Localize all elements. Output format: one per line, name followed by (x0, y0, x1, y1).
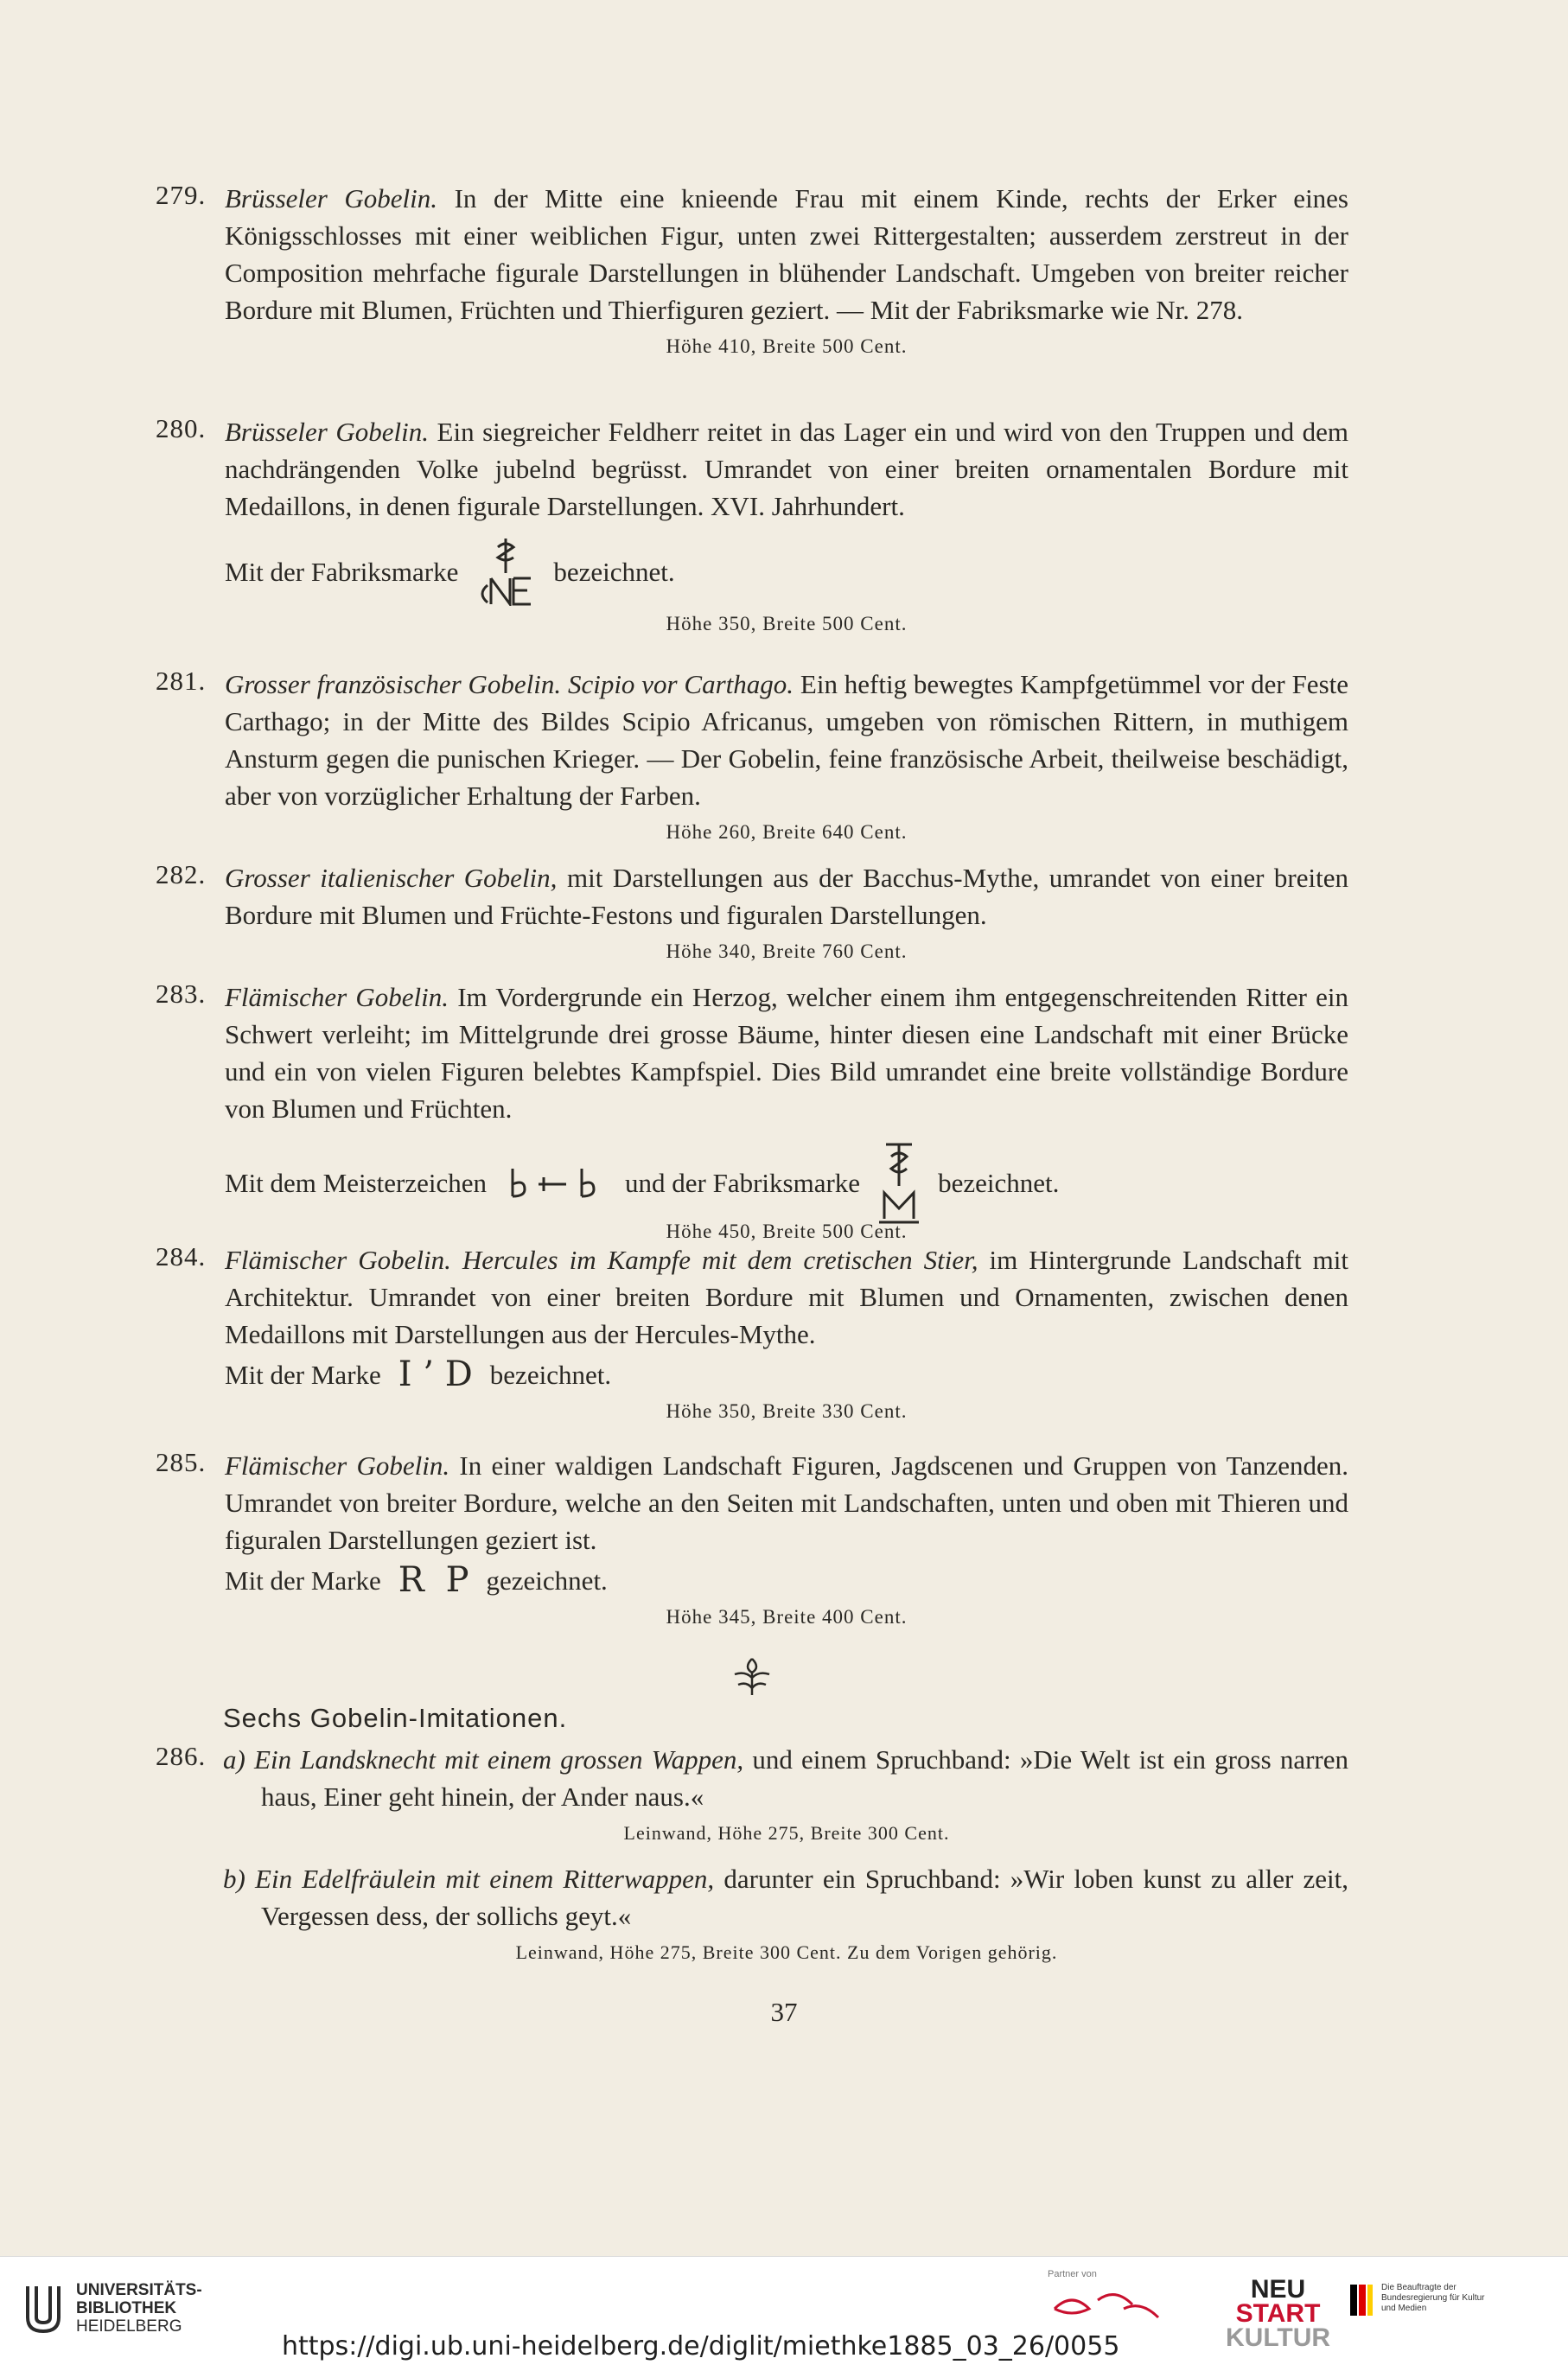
document-url[interactable]: https://digi.ub.uni-heidelberg.de/diglit/miethke1885_03_26/0055 (282, 2331, 1120, 2361)
entry-description: In der Mitte eine knieende Frau mit einem Kinde, rechts der Erker eines Königsschlosses mit einer weiblichen Figur, unten zwei Rittergestalten; ausserdem zerstreut in der Composition mehrfache figurale Darstellungen in blühender Landschaft. Umgeben von breiter reicher Bordure mit Blumen, Früchten und Thierfiguren geziert. — Mit der Fabriksmarke wie Nr. 278. (225, 183, 1348, 325)
mark-line (225, 1356, 1348, 1393)
viewer-footer (0, 2256, 1568, 2371)
entry-title: Grosser italienischer Gobelin, (225, 863, 558, 893)
catalog-entry-279 (156, 180, 1348, 361)
mark-line (225, 537, 1348, 606)
mark-suffix: bezeichnet. (553, 556, 675, 587)
catalog-entry-282 (156, 859, 1348, 966)
entry-text (225, 1241, 1348, 1353)
mark-sign: R P (398, 1560, 469, 1600)
entry-description: Ein heftig bewegtes Kampfgetümmel vor der Feste Carthago; in der Mitte des Bildes Scipio Africanus, umgeben von römischen Rittern, in muthigem Ansturm gegen die punischen Krieger. — Der Gobelin, feine französische Arbeit, theilweise beschädigt, aber von vorzüglicher Erhaltung der Farben. (225, 669, 1349, 811)
entry-title: Grosser französischer Gobelin. Scipio vor Carthago. (225, 669, 794, 699)
entry-number: 283. (156, 978, 207, 1009)
mark-suffix: bezeichnet. (489, 1360, 612, 1390)
entry-dimensions: Höhe 340, Breite 760 Cent. (666, 940, 908, 962)
entry-title: Flämischer Gobelin. (225, 982, 449, 1012)
mark-prefix: Mit dem Meisterzeichen (225, 1167, 488, 1198)
entry-dimensions: Höhe 345, Breite 400 Cent. (666, 1606, 908, 1628)
item-label: a) (223, 1744, 245, 1775)
entry-title: Ein Edelfräulein mit einem Ritterwappen, (255, 1864, 715, 1894)
entry-text (225, 180, 1348, 328)
entry-dimensions: Höhe 450, Breite 500 Cent. (666, 1221, 908, 1242)
mark-line (225, 1562, 1348, 1599)
library-name-line3: HEIDELBERG (76, 2317, 182, 2336)
entry-number: 284. (156, 1241, 207, 1272)
entry-dimensions: Höhe 410, Breite 500 Cent. (666, 335, 908, 357)
entry-description: Ein siegreicher Feldherr reitet in das Lager ein und wird von den Truppen und dem nachdrängenden Volke jubelnd begrüsst. Umrandet von einer breiten ornamentalen Bordure mit Medaillons, in denen figurale Darstellungen. XVI. Jahrhundert. (225, 417, 1349, 521)
neustart-logo[interactable] (1226, 2275, 1331, 2352)
catalog-entry-285 (156, 1447, 1348, 1632)
partner-label: Partner von (1048, 2269, 1097, 2279)
federal-eagle-icon (1348, 2283, 1374, 2317)
library-logo-icon (22, 2283, 64, 2335)
entry-title: Flämischer Gobelin. (225, 1450, 450, 1481)
entry-text-b (223, 1860, 1348, 1934)
entry-text (225, 666, 1348, 814)
entry-text (225, 1447, 1348, 1558)
entry-description: darunter ein Spruchband: »Wir loben kunst zu aller zeit, Vergessen dess, der sollichs geyt.« (261, 1864, 1349, 1931)
catalog-entry-284 (156, 1241, 1348, 1426)
entry-text-a (223, 1741, 1348, 1815)
entry-number: 282. (156, 859, 207, 889)
entry-title: Ein Landsknecht mit einem grossen Wappen, (254, 1744, 744, 1775)
mark-middle: und der Fabriksmarke (625, 1167, 861, 1198)
library-name-line1: UNIVERSITÄTS- (76, 2281, 202, 2299)
catalog-entry-283 (156, 978, 1348, 1246)
entry-title: Brüsseler Gobelin. (225, 183, 438, 214)
neu-text: NEU (1250, 2275, 1306, 2304)
entry-description: im Hintergrunde Landschaft mit Architektur. Umrandet von einer breiten Bordure mit Blumen und Ornamenten, zwischen denen Medaillons mit Darstellungen aus der Hercules-Mythe. (225, 1245, 1349, 1349)
entry-title: Flämischer Gobelin. Hercules im Kampfe mit dem cretischen Stier, (225, 1245, 978, 1275)
entry-description: mit Darstellungen aus der Bacchus-Mythe, umrandet von einer breiten Bordure mit Blumen und Früchte-Festons und figuralen Darstellungen. (225, 863, 1349, 930)
entry-text (225, 978, 1348, 1127)
catalog-entry-286 (156, 1741, 1348, 1967)
mark-suffix: gezeichnet. (486, 1565, 608, 1596)
entry-text (225, 859, 1348, 934)
page-number: 37 (770, 1997, 798, 2027)
entry-number: 279. (156, 180, 207, 210)
mark-prefix: Mit der Marke (225, 1360, 381, 1390)
mark-prefix: Mit der Fabriksmarke (225, 556, 459, 587)
entry-number: 286. (156, 1741, 207, 1771)
entry-description: Im Vordergrunde ein Herzog, welcher einem ihm entgegenschreitenden Ritter ein Schwert verleiht; im Mittelgrunde drei grosse Bäume, hinter diesen eine Landschaft mit einer Brücke und ein von vielen Figuren belebtes Kampfspiel. Dies Bild umrandet eine breite vollständige Bordure von Blumen und Früchten. (225, 982, 1348, 1124)
kultur-text: KULTUR (1226, 2323, 1331, 2352)
entry-number: 280. (156, 413, 207, 443)
mark-suffix: bezeichnet. (938, 1167, 1060, 1198)
catalog-entry-280 (156, 413, 1348, 639)
entry-description: In einer waldigen Landschaft Figuren, Jagdscenen und Gruppen von Tanzenden. Umrandet von breiter Bordure, welche an den Seiten mit Landschaften, unten und oben mit Thieren und figuralen Darstellungen geziert ist. (225, 1450, 1348, 1555)
library-name-line2: BIBLIOTHEK (76, 2299, 177, 2317)
entry-number: 285. (156, 1447, 207, 1477)
entry-dimensions: Höhe 350, Breite 500 Cent. (666, 613, 908, 634)
entry-dimensions: Leinwand, Höhe 275, Breite 300 Cent. (623, 1822, 950, 1844)
catalog-entry-281 (156, 666, 1348, 847)
bkm-text: Die Beauftragte der Bundesregierung für Kultur und Medien (1381, 2283, 1485, 2313)
mark-sign: I ’ D (398, 1354, 473, 1394)
entry-dimensions: Höhe 260, Breite 640 Cent. (666, 821, 908, 843)
fabric-mark-icon (877, 1139, 921, 1226)
entry-dimensions: Höhe 350, Breite 330 Cent. (666, 1400, 908, 1422)
entry-dimensions: Leinwand, Höhe 275, Breite 300 Cent. Zu dem Vorigen gehörig. (515, 1941, 1058, 1963)
start-text: START (1235, 2299, 1321, 2328)
mark-line (225, 1139, 1348, 1226)
entry-title: Brüsseler Gobelin. (225, 417, 429, 447)
master-mark-icon (504, 1165, 608, 1200)
entry-description: und einem Spruchband: »Die Welt ist ein gross narren haus, Einer geht hinein, der Ander naus.« (261, 1744, 1348, 1812)
library-logo[interactable] (22, 2281, 202, 2336)
entry-text (225, 413, 1348, 525)
ddb-logo-icon[interactable] (1046, 2283, 1167, 2343)
section-title: Sechs Gobelin-Imitationen. (223, 1703, 568, 1733)
mark-prefix: Mit der Marke (225, 1565, 381, 1596)
bkm-logo[interactable] (1348, 2283, 1485, 2317)
item-label: b) (223, 1864, 245, 1894)
entry-number: 281. (156, 666, 207, 696)
fabric-mark-icon (475, 537, 536, 606)
fleuron-ornament-icon (726, 1655, 778, 1699)
